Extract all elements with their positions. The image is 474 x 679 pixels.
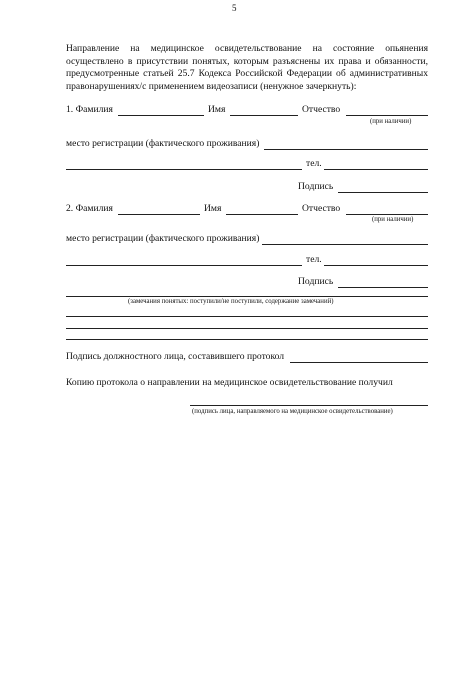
- witness1-surname-field[interactable]: [118, 115, 204, 116]
- witness1-phone-label: тел.: [306, 158, 322, 169]
- witness1-signature-label: Подпись: [298, 181, 334, 192]
- witness1-surname-label: 1. Фамилия: [66, 104, 113, 115]
- remarks-caption: (замечания понятых: поступили/не поступили, содержание замечаний): [128, 298, 334, 305]
- witness2-name-field[interactable]: [226, 214, 298, 215]
- page-number: 5: [232, 3, 237, 13]
- witness2-surname-label: 2. Фамилия: [66, 203, 113, 214]
- witness2-signature-field[interactable]: [338, 287, 428, 288]
- witness1-patronymic-field[interactable]: [346, 115, 428, 116]
- witness2-registration-field[interactable]: [262, 244, 428, 245]
- copy-received-label: Копию протокола о направлении на медицинское освидетельствование получил: [66, 377, 393, 388]
- intro-line-2: осуществлено в присутствии понятых, которым разъяснены их права и обязанности,: [66, 55, 428, 67]
- witness2-registration-label: место регистрации (фактического проживания): [66, 233, 260, 244]
- witness1-phone-field[interactable]: [324, 169, 428, 170]
- official-signature-field[interactable]: [290, 362, 428, 363]
- witness1-signature-field[interactable]: [338, 192, 428, 193]
- witness1-registration-field[interactable]: [264, 149, 428, 150]
- witness2-registration-field-2[interactable]: [66, 265, 302, 266]
- remarks-field-2[interactable]: [66, 316, 428, 317]
- witness1-name-field[interactable]: [230, 115, 298, 116]
- witness2-phone-label: тел.: [306, 254, 322, 265]
- intro-line-1: Направление на медицинское освидетельствование на состояние опьянения: [66, 43, 428, 54]
- remarks-field-1[interactable]: [66, 296, 428, 297]
- recipient-signature-field[interactable]: [190, 405, 428, 406]
- witness1-if-any-caption: (при наличии): [370, 118, 412, 125]
- witness1-patronymic-label: Отчество: [302, 104, 341, 115]
- witness2-patronymic-field[interactable]: [346, 214, 428, 215]
- intro-line-4: правонарушениях/с применением видеозаписи (ненужное зачеркнуть):: [66, 80, 357, 92]
- witness2-surname-field[interactable]: [118, 214, 200, 215]
- witness1-registration-label: место регистрации (фактического проживания): [66, 138, 260, 149]
- intro-line-3: предусмотренные статьей 25.7 Кодекса Российской Федерации об административных: [66, 68, 428, 80]
- witness2-name-label: Имя: [204, 203, 222, 214]
- witness1-name-label: Имя: [208, 104, 226, 115]
- witness1-registration-field-2[interactable]: [66, 169, 302, 170]
- witness2-phone-field[interactable]: [324, 265, 428, 266]
- remarks-field-3[interactable]: [66, 328, 428, 329]
- intro-paragraph: [66, 43, 428, 93]
- witness2-if-any-caption: (при наличии): [372, 216, 414, 223]
- recipient-caption: (подпись лица, направляемого на медицинское освидетельствование): [192, 408, 393, 415]
- remarks-field-4[interactable]: [66, 339, 428, 340]
- official-signature-label: Подпись должностного лица, составившего протокол: [66, 351, 285, 362]
- witness2-signature-label: Подпись: [298, 276, 334, 287]
- witness2-patronymic-label: Отчество: [302, 203, 341, 214]
